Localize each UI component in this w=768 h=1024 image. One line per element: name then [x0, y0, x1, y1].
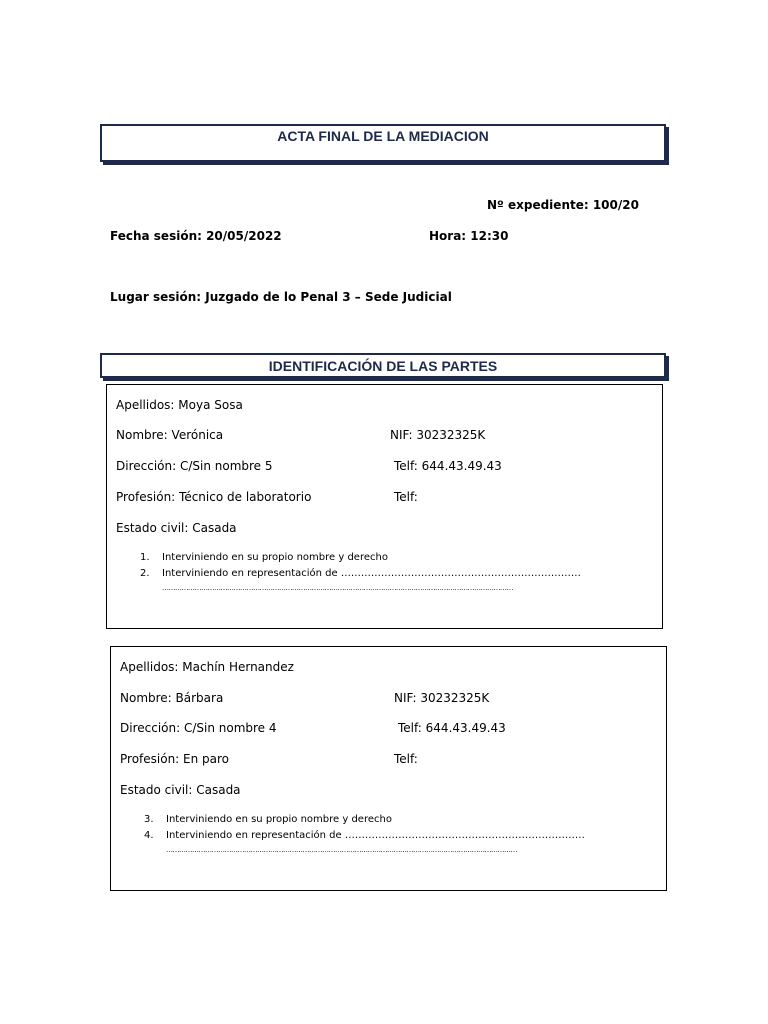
party-profession: Profesión: Técnico de laboratorio [116, 490, 312, 504]
party-nif: NIF: 30232325K [390, 428, 486, 442]
party-profession: Profesión: En paro [120, 752, 230, 766]
party-card-1 [106, 384, 663, 629]
party-phone: Telf: 644.43.49.43 [394, 459, 502, 473]
session-date: Fecha sesión: 20/05/2022 [110, 229, 282, 243]
option-representation: Interviniendo en representación de ……………………………………………………………… [166, 830, 585, 841]
party-phone: Telf: 644.43.49.43 [398, 721, 506, 735]
option-own-name: Interviniendo en su propio nombre y derecho [166, 814, 392, 825]
dotted-line: ……………………………………………………………………………………………………………………………………………… [166, 846, 517, 854]
session-place: Lugar sesión: Juzgado de lo Penal 3 – Sede Judicial [110, 290, 452, 304]
document-title-box [100, 124, 666, 162]
list-item [144, 830, 585, 841]
party-phone-2: Telf: [394, 752, 418, 766]
party-surnames: Apellidos: Machín Hernandez [120, 660, 294, 674]
dotted-line: ……………………………………………………………………………………………………………………………………………… [162, 584, 513, 592]
party-phone-2: Telf: [394, 490, 418, 504]
party-name: Nombre: Verónica [116, 428, 224, 442]
section-title-box [100, 353, 666, 378]
list-item [140, 552, 388, 563]
party-marital-status: Estado civil: Casada [116, 521, 237, 535]
expediente-number: Nº expediente: 100/20 [487, 198, 639, 212]
list-number: 3. [144, 814, 154, 825]
list-number: 1. [140, 552, 150, 563]
option-own-name: Interviniendo en su propio nombre y derecho [162, 552, 388, 563]
session-time: Hora: 12:30 [429, 229, 509, 243]
list-number: 2. [140, 568, 150, 579]
party-marital-status: Estado civil: Casada [120, 783, 241, 797]
document-title: ACTA FINAL DE LA MEDIACION [277, 128, 489, 144]
party-card-2 [110, 646, 667, 891]
list-item [140, 568, 581, 579]
list-number: 4. [144, 830, 154, 841]
list-item [144, 814, 392, 825]
party-name: Nombre: Bárbara [120, 691, 224, 705]
party-surnames: Apellidos: Moya Sosa [116, 398, 243, 412]
party-address: Dirección: C/Sin nombre 4 [120, 721, 277, 735]
option-representation: Interviniendo en representación de ……………………………………………………………… [162, 568, 581, 579]
party-nif: NIF: 30232325K [394, 691, 490, 705]
party-address: Dirección: C/Sin nombre 5 [116, 459, 273, 473]
section-title: IDENTIFICACIÓN DE LAS PARTES [268, 358, 498, 374]
